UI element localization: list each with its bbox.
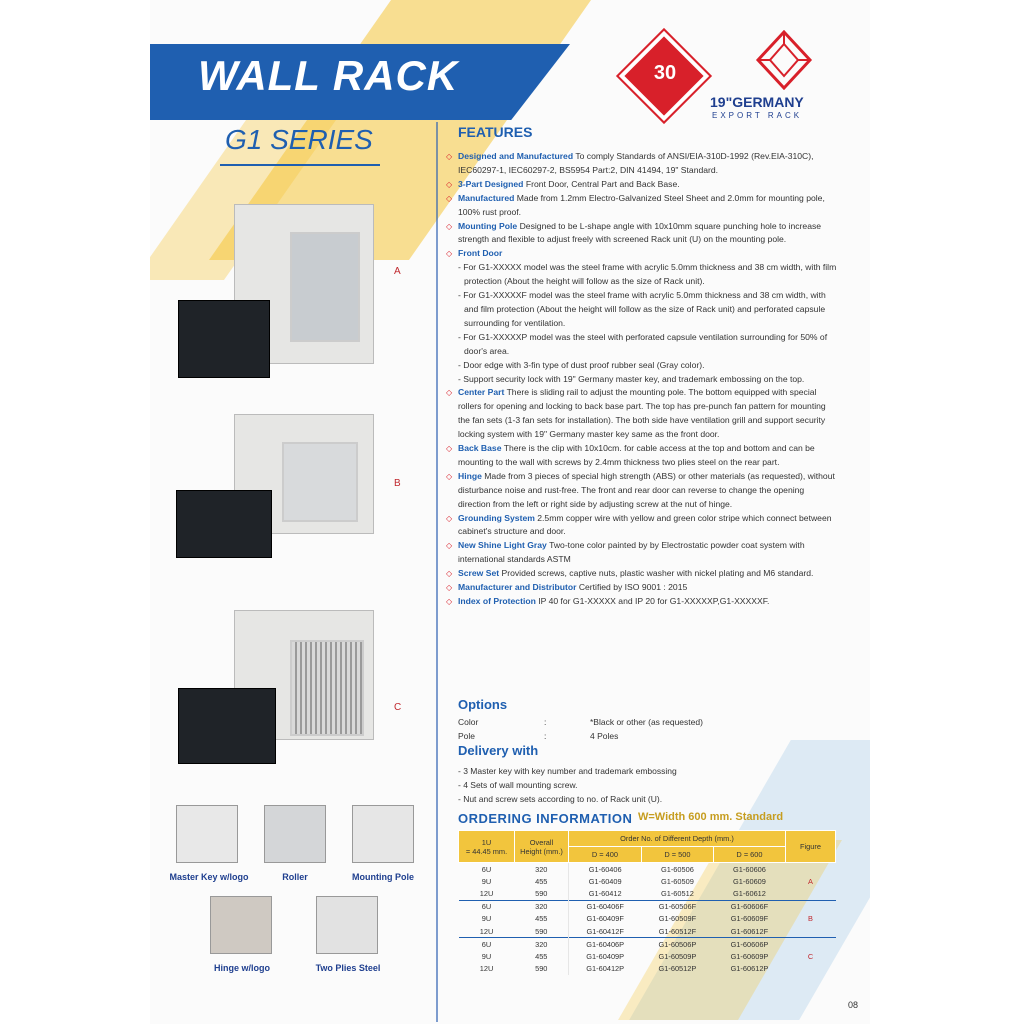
table-cell: G1-60612F (730, 926, 769, 936)
table-cell: G1-60412 (588, 888, 622, 898)
col-overall-label: Overall (529, 837, 554, 847)
table-row (459, 875, 836, 887)
col-order-no: Order No. of Different Depth (mm.) (569, 831, 786, 847)
table-cell: G1-60606P (713, 938, 785, 951)
table-cell: 6U (459, 938, 515, 951)
table-cell: 9U (481, 876, 492, 886)
page-title: WALL RACK (198, 52, 459, 99)
front-door-detail: - Support security lock with 19" Germany master key, and trademark embossing on the top. (458, 373, 805, 384)
table-cell: G1-60512P (658, 964, 697, 974)
feature-item: ◇ Designed and Manufactured To comply Standards of ANSI/EIA-310D-1992 (Rev.EIA-310C), IEC60297-1, IEC60297-2, BS5954 Part:2, DIN 41494, 19" Standard. (446, 151, 814, 175)
bullet-icon: ◇ (446, 179, 453, 189)
brand-name: 19"GERMANY (710, 94, 804, 110)
brand-subtitle: EXPORT RACK (712, 111, 803, 120)
table-row (459, 950, 836, 962)
mounting-pole-image (352, 805, 414, 863)
front-door-detail: - For G1-XXXXXF model was the steel frame with acrylic 5.0mm thickness and 38 cm width, with and film protection (About the height will follow as the size of Rack unit) and perforated capsule surrounding for ventilation. (458, 290, 826, 328)
rack-c-perforated-door (290, 640, 364, 736)
roller-image (264, 805, 326, 863)
table-cell: 320 (515, 938, 569, 951)
two-plies-steel-image (316, 896, 378, 954)
rack-b-black-image (176, 490, 272, 558)
col-d600: D = 600 (713, 847, 785, 863)
bullet-icon: ◇ (446, 569, 453, 579)
front-door-detail: - For G1-XXXXX model was the steel frame with acrylic 5.0mm thickness and 38 cm width, with film protection (About the height will follow as the size of Rack unit). (458, 262, 837, 287)
col-unit-sub: = 44.45 mm. (465, 846, 508, 856)
delivery-item: - Nut and screw sets according to no. of Rack unit (U). (458, 793, 663, 804)
series-underline (220, 164, 380, 166)
delivery-heading: Delivery with (458, 743, 539, 758)
table-cell: 6U (459, 900, 515, 913)
bullet-icon: ◇ (446, 541, 453, 551)
anniversary-badge-icon (619, 31, 710, 122)
option-row-color (458, 717, 703, 727)
table-row (459, 925, 836, 938)
table-cell: G1-60406 (569, 863, 642, 876)
table-cell: G1-60506F (641, 900, 713, 913)
ordering-heading: ORDERING INFORMATION (458, 811, 633, 826)
bullet-icon: ◇ (446, 388, 453, 398)
page-number: 08 (848, 1000, 859, 1010)
bullet-icon: ◇ (446, 221, 453, 231)
col-overall-sub: Height (mm.) (520, 846, 563, 856)
brand-cube-logo-icon (754, 30, 814, 90)
table-cell: G1-60509 (660, 876, 694, 886)
feature-item: ◇ 3-Part Designed Front Door, Central Part and Back Base. (446, 178, 838, 192)
table-cell: G1-60612P (730, 964, 769, 974)
bullet-icon: ◇ (446, 444, 453, 454)
bullet-icon: ◇ (446, 152, 453, 161)
bullet-icon: ◇ (446, 597, 453, 606)
table-cell: 12U (479, 926, 494, 936)
rack-b-door (282, 442, 358, 522)
front-door-detail: - For G1-XXXXXP model was the steel with perforated capsule ventilation surrounding for 50% of door's area. (458, 331, 828, 356)
col-unit-label: 1U (481, 837, 492, 847)
option-value: 4 Poles (590, 731, 619, 741)
bullet-icon: ◇ (446, 513, 453, 523)
feature-item: ◇ Hinge Made from 3 pieces of special high strength (ABS) or other materials (as requested), without disturbance noise and rust-free. The front and rear door can reverse to change the opening direction from the left or right side by adjusting screw at the nut of hinge. (446, 470, 835, 509)
col-d500: D = 500 (641, 847, 713, 863)
option-value: *Black or other (as requested) (590, 717, 703, 727)
table-cell: G1-60609F (730, 914, 769, 924)
table-cell: G1-60406P (569, 938, 642, 951)
delivery-list (458, 765, 677, 806)
accessory-label-roller: Roller (282, 872, 308, 882)
table-cell: G1-60506P (641, 938, 713, 951)
table-row (459, 913, 836, 925)
figure-label-b: B (394, 478, 401, 489)
table-cell: G1-60409 (588, 876, 622, 886)
feature-item: ◇ Front Door (446, 247, 838, 261)
table-cell: 590 (515, 925, 569, 938)
table-cell: G1-60509P (658, 951, 697, 961)
series-title: G1 SERIES (225, 124, 373, 155)
col-d400: D = 400 (569, 847, 642, 863)
table-cell: 12U (479, 964, 494, 974)
figure-cell: A (786, 863, 836, 901)
front-door-detail: - Door edge with 3-fin type of dust proof rubber seal (Gray color). (458, 359, 705, 370)
table-cell: 320 (515, 863, 569, 876)
rack-c-black-image (178, 688, 276, 764)
feature-item: ◇ Mounting Pole Designed to be L-shape angle with 10x10mm square punching hole to increase strength and flexible to adjust freely with screened Rack unit (U) on the mounting pole. (446, 220, 822, 245)
table-cell: 9U (481, 951, 492, 961)
hinge-image (210, 896, 272, 954)
feature-item: ◇ Screw Set Provided screws, captive nuts, plastic washer with nickel plating and M6 standard. (446, 567, 838, 581)
table-cell: G1-60406F (569, 900, 642, 913)
ordering-table-body (459, 863, 836, 975)
table-cell: 320 (515, 900, 569, 913)
table-cell: G1-60612 (733, 888, 766, 898)
feature-item: ◇ Back Base There is the clip with 10x10cm. for cable access at the top and bottom and can be mounting to the wall with screws by 2.4mm thickness two plies steel on the rear part. (446, 443, 815, 467)
delivery-item: - 3 Master key with key number and trademark embossing (458, 766, 677, 776)
table-cell: G1-60509F (658, 914, 697, 924)
table-cell: G1-60606F (713, 900, 785, 913)
table-cell: 455 (515, 913, 569, 925)
badge-number: 30 (653, 62, 677, 85)
bullet-icon: ◇ (446, 471, 453, 481)
option-label: Pole (458, 731, 476, 741)
option-separator: : (544, 731, 547, 741)
rack-a-black-image (178, 300, 270, 378)
master-key-image (176, 805, 238, 863)
table-row (459, 863, 836, 876)
feature-item: ◇ Manufactured Made from 1.2mm Electro-Galvanized Steel Sheet and 2.0mm for mounting pole, 100% rust proof. (446, 192, 825, 217)
table-cell: 590 (515, 963, 569, 975)
figure-cell: C (786, 938, 836, 975)
option-label: Color (458, 717, 479, 727)
rack-a-door (290, 232, 360, 342)
delivery-item: - 4 Sets of wall mounting screw. (458, 779, 578, 790)
figure-label-a: A (394, 266, 401, 277)
table-cell: 9U (481, 914, 492, 924)
table-cell: 6U (459, 863, 515, 876)
accessory-label-two-plies-steel: Two Plies Steel (315, 963, 381, 973)
col-overall (515, 831, 569, 863)
bullet-icon: ◇ (446, 193, 453, 203)
table-cell: G1-60609P (730, 951, 769, 961)
ordering-table (458, 830, 836, 975)
accessory-label-mounting-pole: Mounting Pole (352, 872, 414, 882)
table-cell: G1-60512F (658, 926, 697, 936)
feature-item: ◇ New Shine Light Gray Two-tone color painted by by Electrostatic powder coat system with international standards ASTM (446, 540, 805, 565)
feature-item: ◇ Manufacturer and Distributor Certified by ISO 9001 : 2015 (446, 581, 838, 595)
table-cell: 12U (479, 888, 494, 898)
table-cell: G1-60606 (713, 863, 785, 876)
table-cell: G1-60409F (586, 914, 624, 924)
table-row (459, 900, 836, 913)
figure-label-c: C (394, 702, 402, 713)
feature-item: ◇ Center Part There is sliding rail to adjust the mounting pole. The bottom equipped with special rollers for opening and locking to back base part. The top has pre-punch fan pattern for mounting the fan sets (1-3 fan sets for installation). The both side have ventilation grill and support security locking system with 19" Germany master key same as the front door. (446, 387, 826, 440)
figure-cell: B (786, 900, 836, 938)
table-cell: 590 (515, 887, 569, 900)
features-heading: FEATURES (458, 124, 533, 140)
options-heading: Options (458, 697, 508, 712)
option-row-pole (458, 731, 618, 741)
table-cell: G1-60412F (586, 926, 624, 936)
col-unit (459, 831, 515, 863)
table-cell: G1-60409P (586, 951, 625, 961)
accessory-label-master-key: Master Key w/logo (169, 872, 249, 882)
table-cell: G1-60506 (641, 863, 713, 876)
feature-item: ◇ Grounding System 2.5mm copper wire with yellow and green color stripe which connect between cabinet's structure and door. (446, 512, 832, 537)
table-cell: G1-60512 (660, 888, 694, 898)
features-list (446, 150, 838, 609)
bullet-icon: ◇ (446, 583, 453, 593)
catalog-page (150, 0, 870, 1024)
table-row (459, 887, 836, 900)
bullet-icon: ◇ (446, 249, 453, 259)
table-cell: G1-60609 (733, 876, 766, 886)
accessory-label-hinge: Hinge w/logo (214, 963, 270, 973)
column-divider (436, 122, 438, 1022)
feature-item: ◇ Index of Protection IP 40 for G1-XXXXX and IP 20 for G1-XXXXXP,G1-XXXXXF. (446, 595, 838, 609)
table-cell: 455 (515, 950, 569, 962)
col-figure: Figure (786, 831, 836, 863)
ordering-standard-note: W=Width 600 mm. Standard (638, 811, 784, 823)
table-row (459, 938, 836, 951)
option-separator: : (544, 717, 547, 727)
table-cell: G1-60412P (586, 964, 625, 974)
table-row (459, 963, 836, 975)
table-cell: 455 (515, 875, 569, 887)
